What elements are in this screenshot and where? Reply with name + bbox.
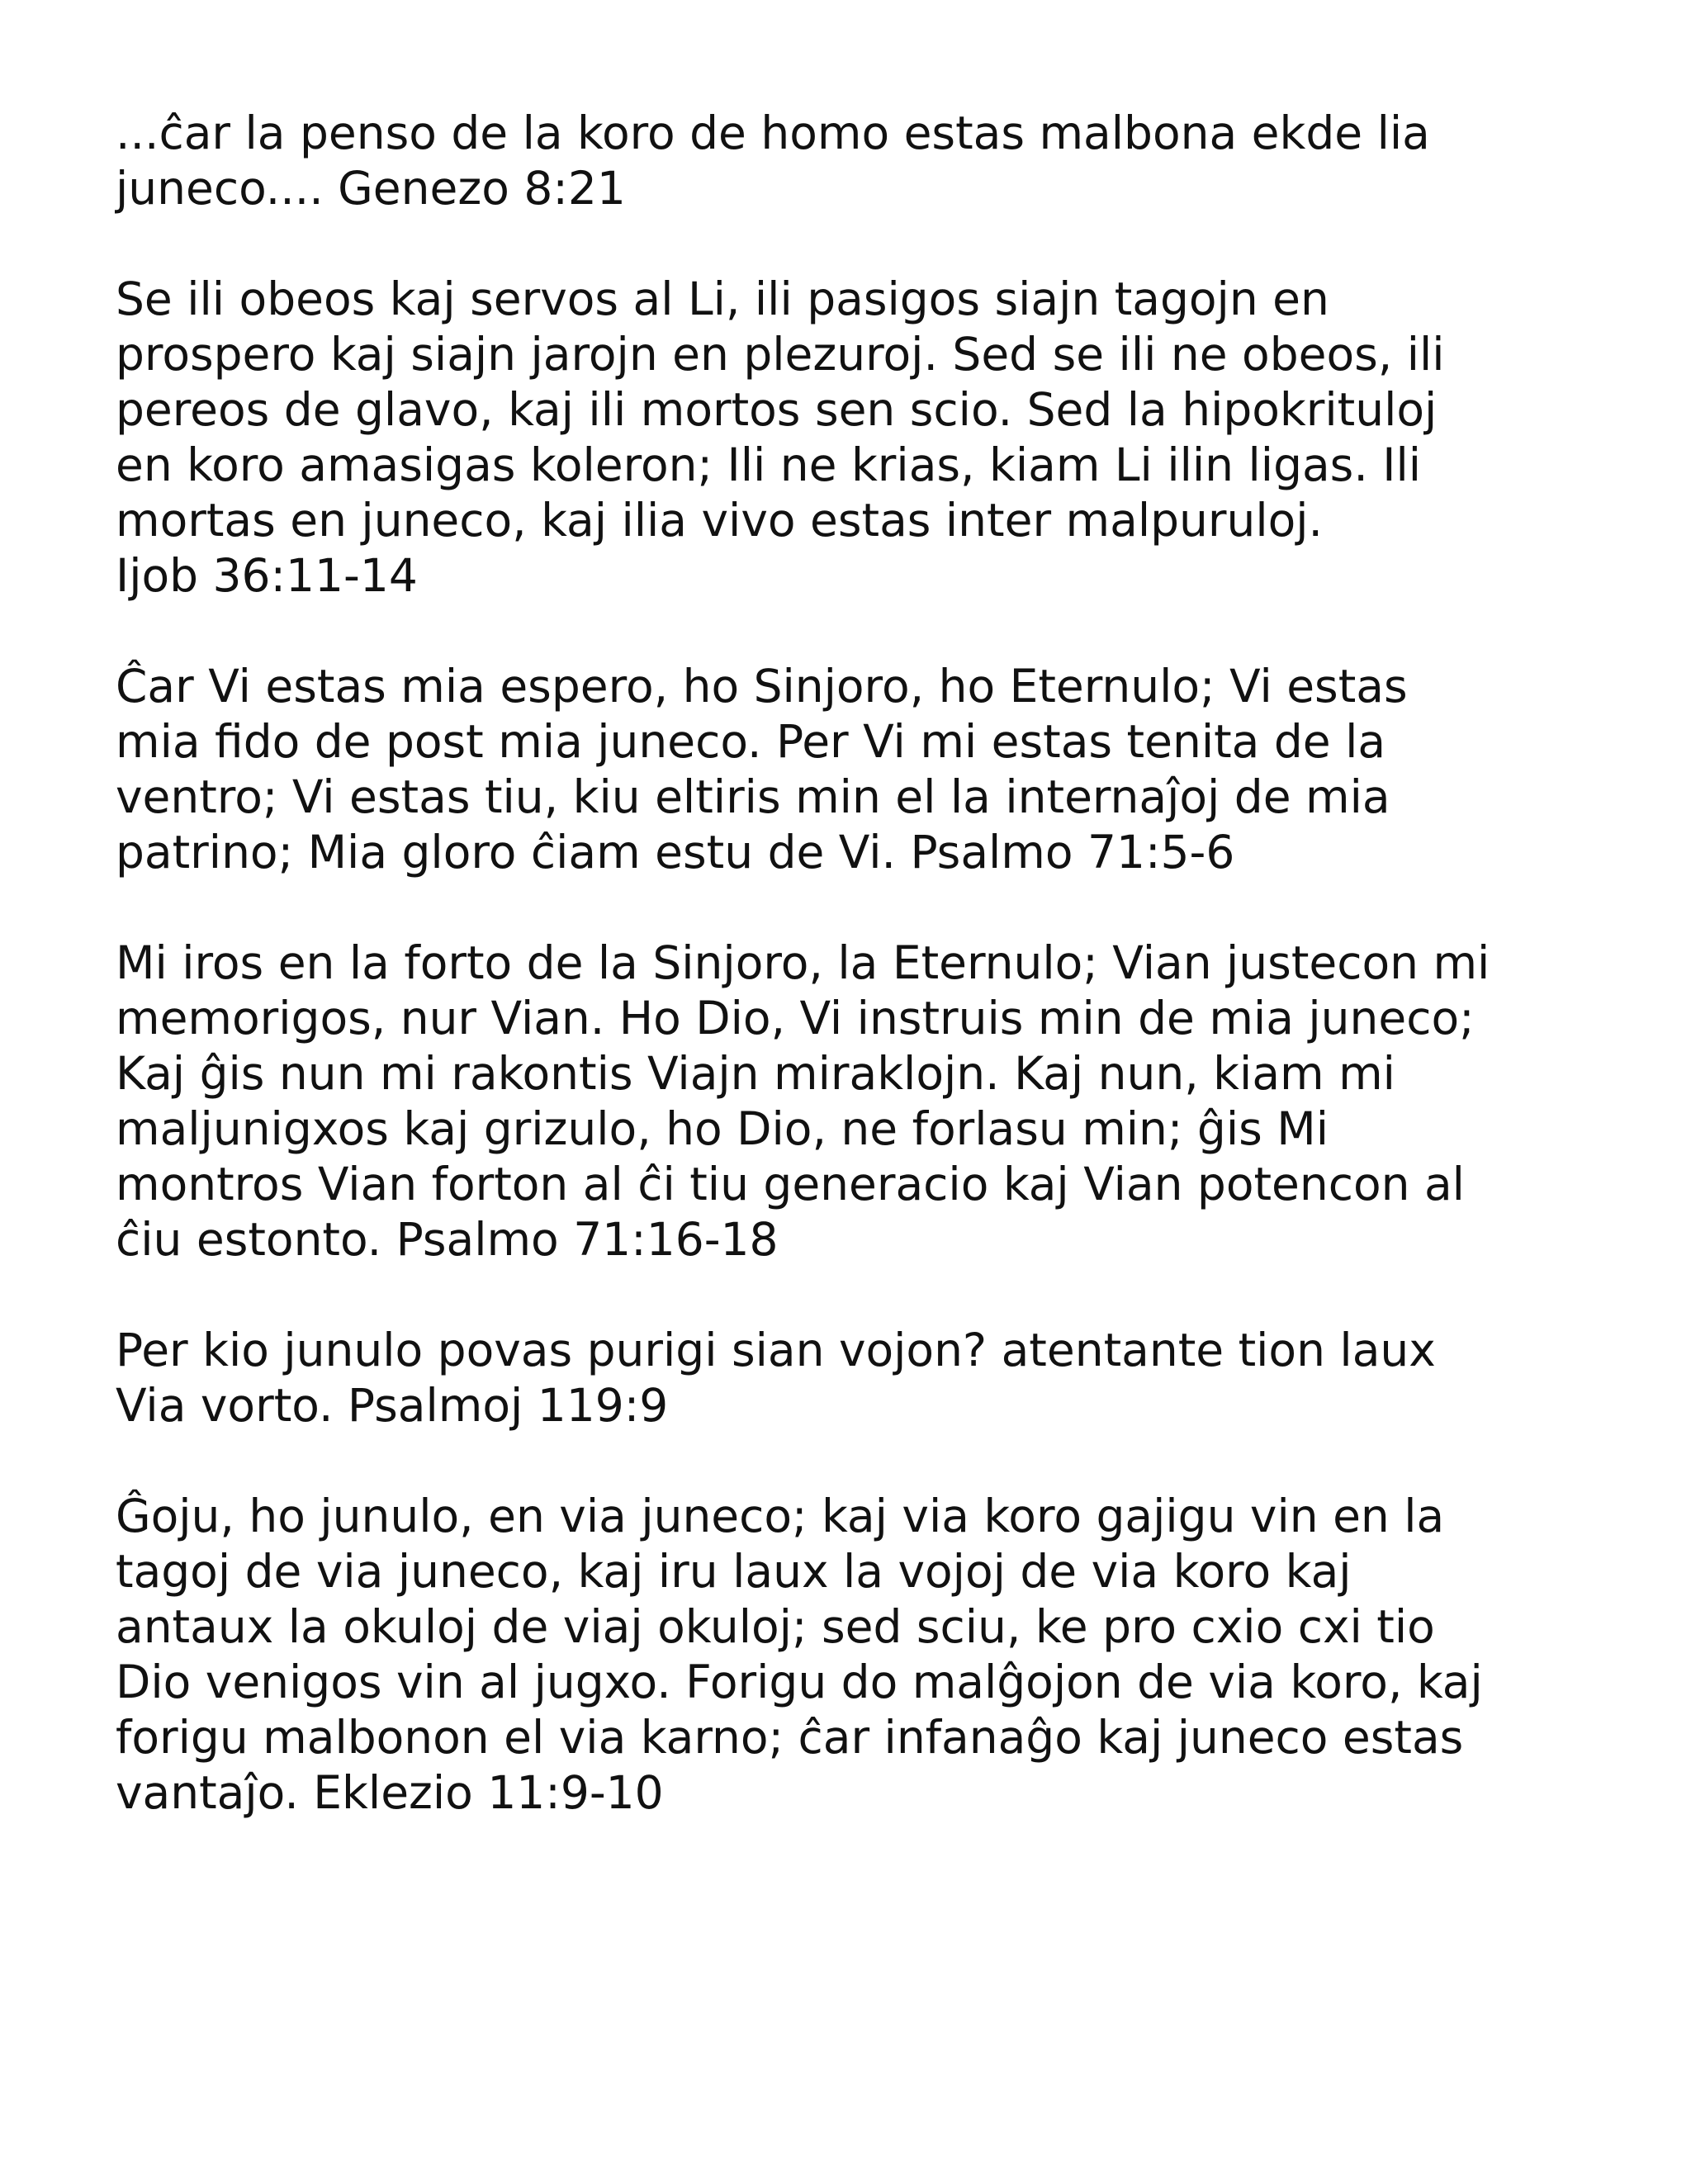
text-line: pereos de glavo, kaj ili mortos sen scio. Sed la hipokrituloj [116, 383, 1438, 436]
passage-psalmoj-119-9 [116, 1323, 1602, 1433]
text-line: juneco.... Genezo 8:21 [116, 162, 626, 215]
text-line: Kaj ĝis nun mi rakontis Viajn miraklojn. Kaj nun, kiam mi [116, 1047, 1395, 1100]
text-line: Dio venigos vin al jugxo. Forigu do malĝojon de via koro, kaj [116, 1656, 1483, 1708]
passage-eklezio-11-9-10 [116, 1489, 1602, 1821]
text-line: Ĝoju, ho junulo, en via juneco; kaj via koro gajigu vin en la [116, 1490, 1445, 1542]
passage-psalmo-71-5-6 [116, 659, 1602, 880]
text-line: tagoj de via juneco, kaj iru laux la vojoj de via koro kaj [116, 1545, 1352, 1598]
text-line: mia fido de post mia juneco. Per Vi mi estas tenita de la [116, 715, 1386, 768]
text-line: en koro amasigas koleron; Ili ne krias, kiam Li ilin ligas. Ili [116, 438, 1422, 491]
text-line: maljunigxos kaj grizulo, ho Dio, ne forlasu min; ĝis Mi [116, 1102, 1329, 1155]
text-line: Per kio junulo povas purigi sian vojon? atentante tion laux [116, 1324, 1436, 1376]
text-line: ventro; Vi estas tiu, kiu eltiris min el la internaĵoj de mia [116, 770, 1390, 823]
passage-ijob-36-11-14 [116, 272, 1602, 604]
text-line: prospero kaj siajn jarojn en plezuroj. Sed se ili ne obeos, ili [116, 328, 1445, 381]
text-line: antaux la okuloj de viaj okuloj; sed sciu, ke pro cxio cxi tio [116, 1600, 1435, 1653]
text-line: montros Vian forton al ĉi tiu generacio kaj Vian potencon al [116, 1158, 1465, 1210]
text-line: memorigos, nur Vian. Ho Dio, Vi instruis min de mia juneco; [116, 992, 1475, 1045]
text-line: Ĉar Vi estas mia espero, ho Sinjoro, ho Eternulo; Vi estas [116, 660, 1408, 713]
text-line: forigu malbonon el via karno; ĉar infanaĝo kaj juneco estas [116, 1711, 1464, 1764]
passage-genezo-8-21 [116, 106, 1602, 216]
text-line: ĉiu estonto. Psalmo 71:16-18 [116, 1213, 779, 1266]
text-line: Via vorto. Psalmoj 119:9 [116, 1379, 669, 1432]
text-line: mortas en juneco, kaj ilia vivo estas inter malpuruloj. [116, 494, 1324, 547]
text-line: Se ili obeos kaj servos al Li, ili pasigos siajn tagojn en [116, 272, 1329, 325]
text-line: patrino; Mia gloro ĉiam estu de Vi. Psalmo 71:5-6 [116, 826, 1235, 879]
text-line: vantaĵo. Eklezio 11:9-10 [116, 1766, 664, 1819]
document-body [116, 106, 1602, 1876]
text-line: Ijob 36:11-14 [116, 549, 418, 602]
text-line: ...ĉar la penso de la koro de homo estas malbona ekde lia [116, 107, 1430, 159]
passage-psalmo-71-16-18 [116, 936, 1602, 1267]
text-line: Mi iros en la forto de la Sinjoro, la Eternulo; Vian justecon mi [116, 936, 1490, 989]
